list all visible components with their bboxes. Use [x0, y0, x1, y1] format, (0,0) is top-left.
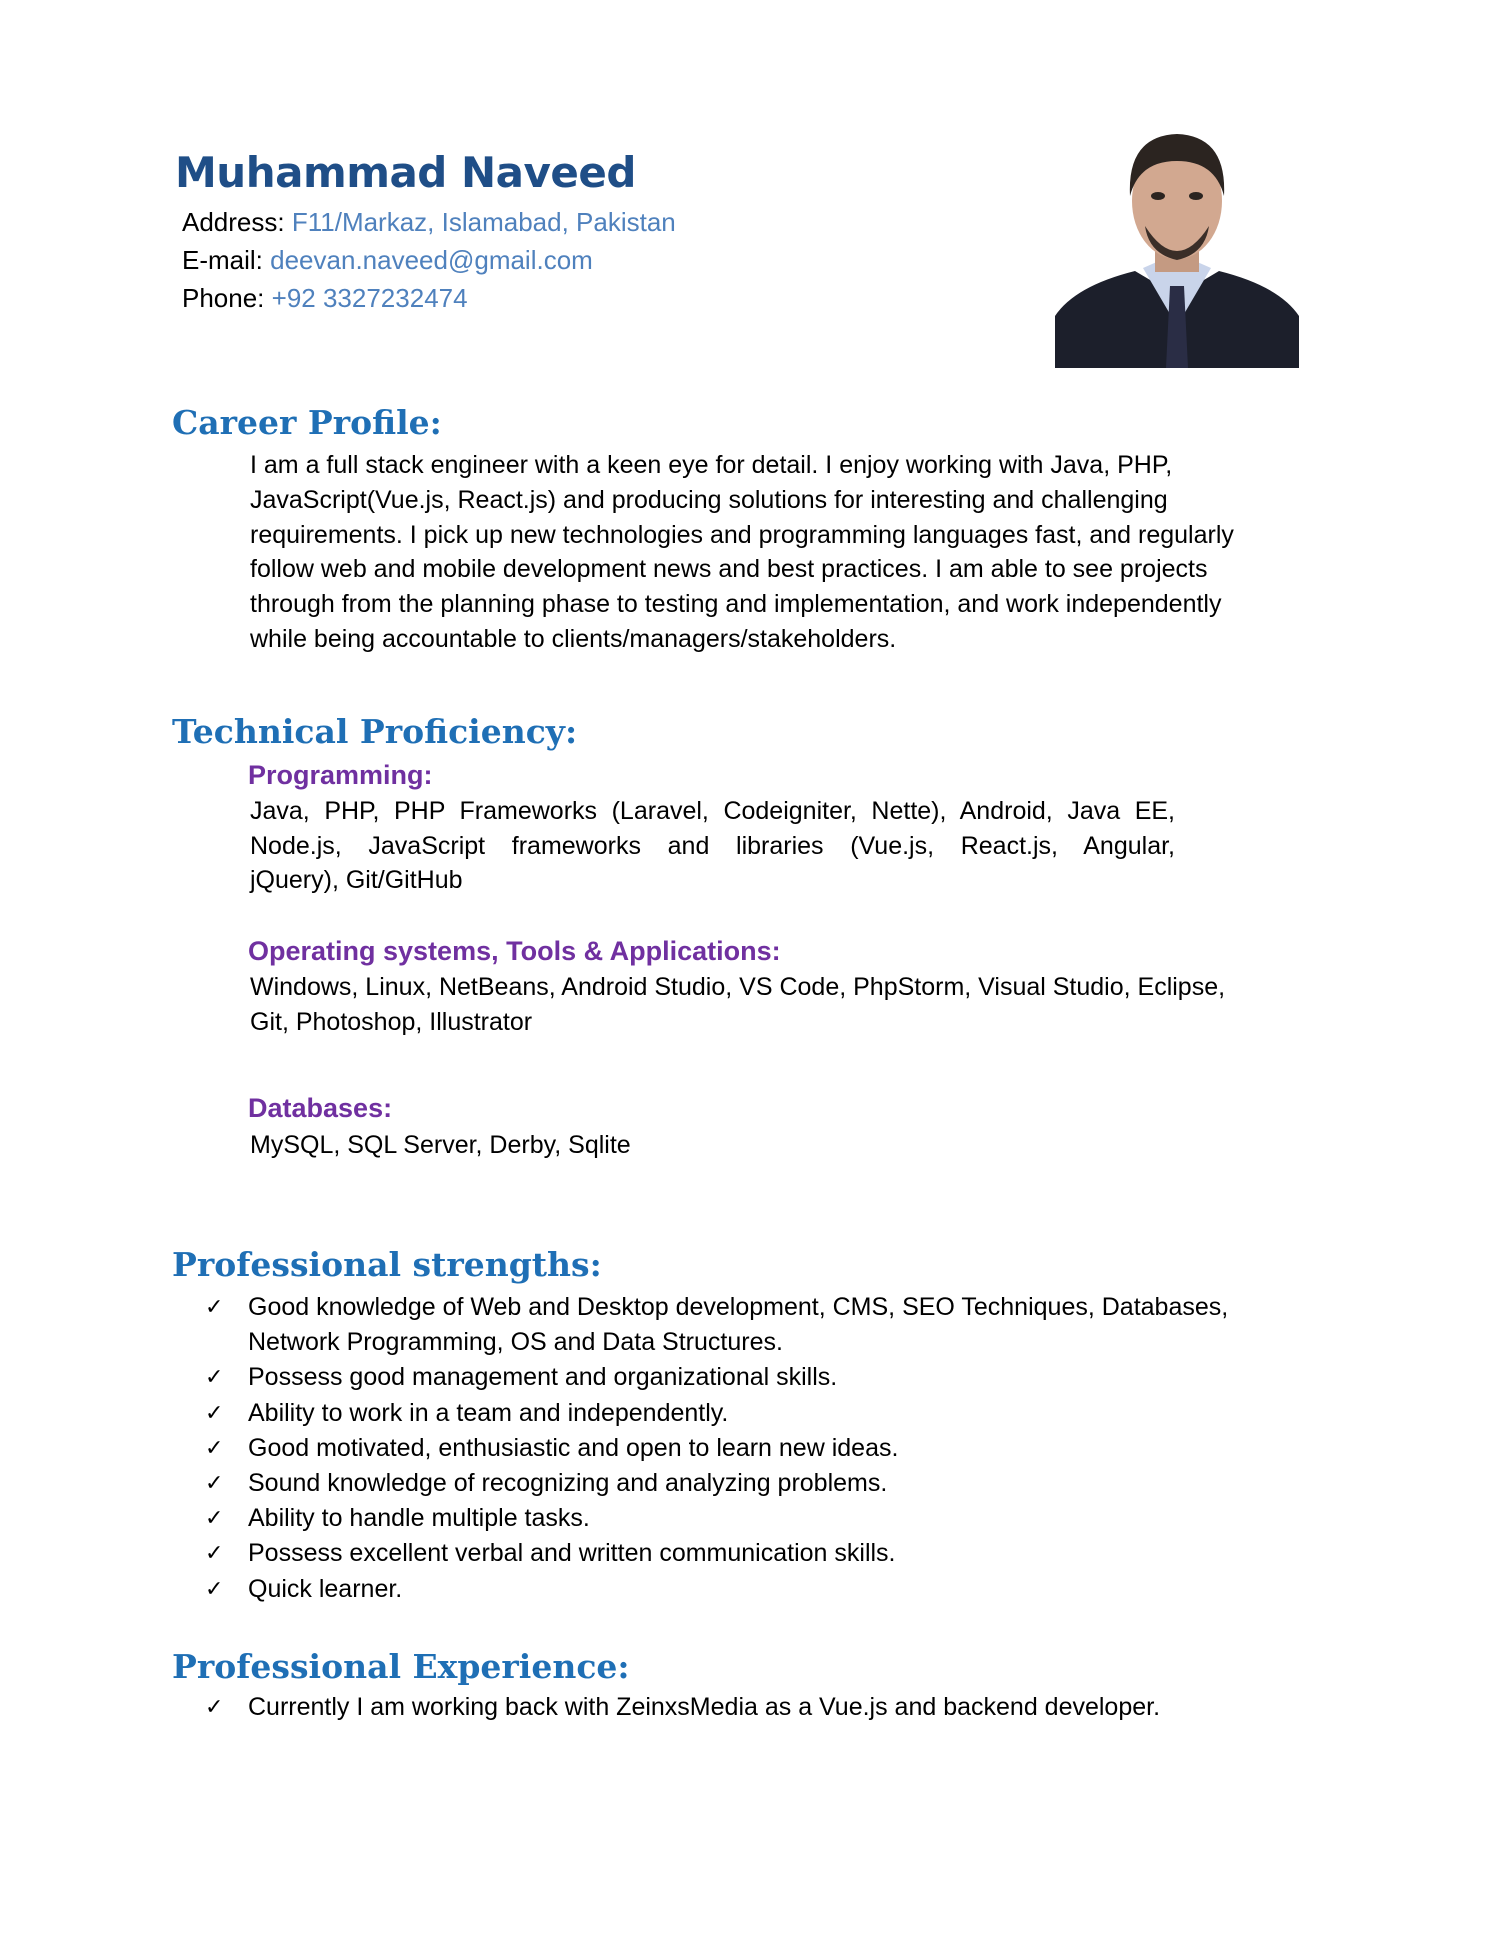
tools-heading: Operating systems, Tools & Applications:	[248, 936, 781, 966]
candidate-name: Muhammad Naveed	[175, 148, 636, 197]
strengths-list	[205, 1290, 1228, 1607]
list-item	[205, 1466, 1228, 1501]
tools-list	[250, 970, 1225, 1040]
text-line: follow web and mobile development news and best practices. I am able to see projects	[250, 555, 1208, 584]
address-line	[182, 203, 676, 241]
checkmark-icon: ✓	[205, 1435, 224, 1461]
list-item-continuation	[205, 1325, 1228, 1360]
text-line: through from the planning phase to testing and implementation, and work independently	[250, 590, 1222, 619]
list-item-text: Ability to handle multiple tasks.	[248, 1504, 590, 1533]
phone-line	[182, 279, 468, 317]
programming-list	[250, 794, 1175, 898]
checkmark-icon: ✓	[205, 1471, 224, 1497]
list-item	[205, 1396, 1228, 1431]
list-item-text: Currently I am working back with ZeinxsMedia as a Vue.js and backend developer.	[248, 1693, 1161, 1721]
checkmark-icon: ✓	[205, 1295, 224, 1320]
checkmark-icon: ✓	[205, 1506, 224, 1532]
checkmark-icon: ✓	[205, 1400, 224, 1426]
email-label: E-mail:	[182, 245, 263, 275]
text-line: requirements. I pick up new technologies and programming languages fast, and regularly	[250, 520, 1234, 549]
text-line: jQuery), Git/GitHub	[250, 866, 463, 894]
professional-strengths-heading: Professional strengths:	[172, 1245, 602, 1284]
list-item	[205, 1431, 1228, 1466]
phone-label: Phone:	[182, 283, 265, 313]
career-profile-heading: Career Profile:	[172, 403, 442, 442]
list-item	[205, 1501, 1228, 1536]
text-line: I am a full stack engineer with a keen eye for detail. I enjoy working with Java, PHP,	[250, 451, 1173, 479]
checkmark-icon: ✓	[205, 1576, 224, 1602]
checkmark-icon: ✓	[205, 1541, 224, 1567]
text-line: Git, Photoshop, Illustrator	[250, 1007, 533, 1036]
text-line: JavaScript(Vue.js, React.js) and producing solutions for interesting and challenging	[250, 485, 1168, 514]
text-line: Windows, Linux, NetBeans, Android Studio, VS Code, PhpStorm, Visual Studio, Eclipse,	[250, 973, 1226, 1001]
list-item-text: Sound knowledge of recognizing and analyzing problems.	[248, 1469, 888, 1498]
list-item-text: Possess excellent verbal and written communication skills.	[248, 1539, 896, 1568]
text-line: Node.js, JavaScript frameworks and libraries (Vue.js, React.js, Angular,	[250, 831, 1175, 860]
phone-value: +92 3327232474	[271, 283, 468, 313]
checkmark-icon: ✓	[205, 1695, 224, 1720]
databases-list: MySQL, SQL Server, Derby, Sqlite	[250, 1131, 631, 1159]
address-label: Address:	[182, 207, 285, 237]
checkmark-icon: ✓	[205, 1365, 224, 1391]
list-item	[205, 1536, 1228, 1571]
experience-list	[205, 1690, 1160, 1725]
list-item	[205, 1572, 1228, 1607]
email-link[interactable]: deevan.naveed@gmail.com	[270, 245, 593, 275]
list-item-text: Ability to work in a team and independently.	[248, 1398, 729, 1427]
text-line: while being accountable to clients/managers/stakeholders.	[250, 624, 897, 653]
list-item	[205, 1690, 1160, 1725]
programming-heading: Programming:	[248, 760, 433, 790]
profile-photo	[1055, 126, 1299, 368]
email-line	[182, 241, 593, 279]
professional-experience-heading: Professional Experience:	[172, 1647, 630, 1686]
text-line: Java, PHP, PHP Frameworks (Laravel, Codeigniter, Nette), Android, Java EE,	[250, 797, 1175, 825]
list-item	[205, 1360, 1228, 1395]
list-item-text: Quick learner.	[248, 1574, 403, 1603]
career-profile-text	[250, 448, 1234, 657]
technical-proficiency-heading: Technical Proficiency:	[172, 712, 578, 751]
databases-heading: Databases:	[248, 1093, 393, 1123]
list-item-text: Good knowledge of Web and Desktop development, CMS, SEO Techniques, Databases,	[248, 1293, 1229, 1321]
list-item-text: Good motivated, enthusiastic and open to learn new ideas.	[248, 1433, 899, 1462]
list-item-text: Network Programming, OS and Data Structures.	[248, 1328, 783, 1357]
list-item-text: Possess good management and organizational skills.	[248, 1363, 838, 1392]
address-value: F11/Markaz, Islamabad, Pakistan	[291, 207, 676, 237]
list-item	[205, 1290, 1228, 1325]
